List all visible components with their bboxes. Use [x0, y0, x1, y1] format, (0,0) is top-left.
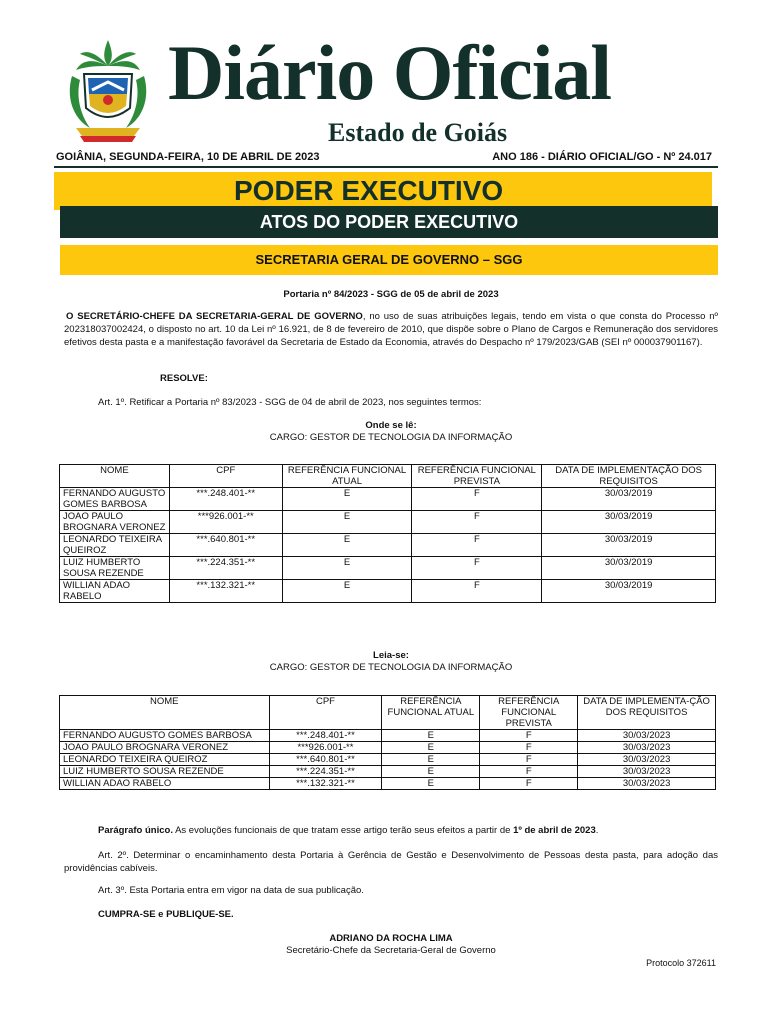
cell-cpf: ***926.001-**	[269, 742, 382, 754]
cell-ref-atual: E	[282, 488, 412, 511]
cell-ref-atual: E	[282, 580, 412, 603]
newspaper-title: Diário Oficial	[168, 29, 612, 116]
table-row	[60, 742, 716, 754]
col-header-nome: NOME	[60, 696, 270, 730]
table-row	[60, 488, 716, 511]
cell-ref-prevista: F	[480, 730, 578, 742]
atos-banner: ATOS DO PODER EXECUTIVO	[60, 206, 718, 238]
cell-cpf: ***.224.351-**	[169, 557, 282, 580]
protocolo-number: Protocolo 372611	[646, 958, 716, 968]
cell-nome: LUIZ HUMBERTO SOUSA REZENDE	[60, 557, 170, 580]
cell-nome: FERNANDO AUGUSTO GOMES BARBOSA	[60, 488, 170, 511]
article-2: Art. 2º. Determinar o encaminhamento desta Portaria à Gerência de Gestão e Desenvolvimento de Pessoas desta pasta, para adoção das providências cabíveis.	[64, 850, 718, 874]
cell-cpf: ***.640.801-**	[169, 534, 282, 557]
edition-line: ANO 186 - DIÁRIO OFICIAL/GO - Nº 24.017	[492, 151, 712, 163]
cell-cpf: ***.248.401-**	[169, 488, 282, 511]
col-header-ref-prevista: REFERÊNCIA FUNCIONAL PREVISTA	[480, 696, 578, 730]
cell-data: 30/03/2023	[578, 778, 716, 790]
cell-data: 30/03/2023	[578, 766, 716, 778]
col-header-cpf: CPF	[269, 696, 382, 730]
portaria-heading: Portaria nº 84/2023 - SGG de 05 de abril de 2023	[283, 289, 499, 300]
cell-ref-prevista: F	[480, 778, 578, 790]
cell-nome: WILLIAN ADAO RABELO	[60, 778, 270, 790]
table-row	[60, 557, 716, 580]
cell-ref-atual: E	[382, 730, 480, 742]
table-header-row	[60, 696, 716, 730]
intro-bold: O SECRETÁRIO-CHEFE DA SECRETARIA-GERAL DE GOVERNO	[66, 311, 363, 322]
intro-paragraph	[64, 310, 718, 349]
col-header-data: DATA DE IMPLEMENTAÇÃO DOS REQUISITOS	[542, 465, 716, 488]
cell-data: 30/03/2019	[542, 580, 716, 603]
cell-ref-atual: E	[382, 766, 480, 778]
cell-data: 30/03/2023	[578, 742, 716, 754]
poder-executivo-label: PODER EXECUTIVO	[234, 175, 504, 206]
cell-cpf: ***.248.401-**	[269, 730, 382, 742]
masthead-divider	[54, 166, 718, 168]
paragrafo-text: As evoluções funcionais de que tratam esse artigo terão seus efeitos a partir de	[172, 825, 514, 836]
cell-data: 30/03/2023	[578, 754, 716, 766]
state-coat-of-arms-icon	[62, 36, 154, 144]
paragrafo-end: .	[595, 825, 599, 836]
signer-title: Secretário-Chefe da Secretaria-Geral de Governo	[286, 945, 496, 956]
cell-data: 30/03/2023	[578, 730, 716, 742]
col-header-cpf: CPF	[169, 465, 282, 488]
table-row	[60, 730, 716, 742]
col-header-ref-atual: REFERÊNCIA FUNCIONAL ATUAL	[282, 465, 412, 488]
cell-ref-atual: E	[282, 511, 412, 534]
col-header-ref-atual: REFERÊNCIA FUNCIONAL ATUAL	[382, 696, 480, 730]
signer-name: ADRIANO DA ROCHA LIMA	[329, 933, 453, 944]
cell-ref-atual: E	[382, 778, 480, 790]
cell-nome: LEONARDO TEIXEIRA QUEIROZ	[60, 754, 270, 766]
cell-cpf: ***.224.351-**	[269, 766, 382, 778]
cargo-label-1: CARGO: GESTOR DE TECNOLOGIA DA INFORMAÇÃO	[269, 432, 513, 443]
cell-cpf: ***.132.321-**	[269, 778, 382, 790]
cell-data: 30/03/2019	[542, 534, 716, 557]
cargo-label-2: CARGO: GESTOR DE TECNOLOGIA DA INFORMAÇÃO	[269, 662, 513, 673]
col-header-ref-prevista: REFERÊNCIA FUNCIONAL PREVISTA	[412, 465, 542, 488]
resolve-label: RESOLVE:	[160, 373, 208, 384]
cell-ref-prevista: F	[412, 488, 542, 511]
table-row	[60, 766, 716, 778]
cell-cpf: ***.640.801-**	[269, 754, 382, 766]
cell-ref-prevista: F	[412, 557, 542, 580]
paragrafo-date: 1º de abril de 2023	[513, 825, 596, 836]
poder-executivo-banner	[54, 172, 712, 210]
cell-ref-prevista: F	[480, 766, 578, 778]
table-row	[60, 778, 716, 790]
cell-ref-atual: E	[282, 534, 412, 557]
table-row	[60, 580, 716, 603]
paragrafo-label: Parágrafo único.	[98, 825, 173, 836]
cell-ref-prevista: F	[412, 580, 542, 603]
cell-nome: WILLIAN ADAO RABELO	[60, 580, 170, 603]
cell-data: 30/03/2019	[542, 557, 716, 580]
table-header-row	[60, 465, 716, 488]
cell-ref-atual: E	[382, 754, 480, 766]
cell-nome: JOAO PAULO BROGNARA VERONEZ	[60, 511, 170, 534]
leia-se-label: Leia-se:	[373, 650, 409, 661]
cell-ref-prevista: F	[412, 511, 542, 534]
cell-cpf: ***.132.321-**	[169, 580, 282, 603]
cell-ref-atual: E	[382, 742, 480, 754]
cell-nome: FERNANDO AUGUSTO GOMES BARBOSA	[60, 730, 270, 742]
table-row	[60, 754, 716, 766]
col-header-nome: NOME	[60, 465, 170, 488]
article-1: Art. 1º. Retificar a Portaria nº 83/2023 - SGG de 04 de abril de 2023, nos seguintes termos:	[98, 397, 482, 408]
table-leia-se	[59, 695, 716, 790]
article-3: Art. 3º. Esta Portaria entra em vigor na data de sua publicação.	[98, 885, 364, 896]
newspaper-subtitle: Estado de Goiás	[328, 118, 508, 147]
cell-ref-prevista: F	[480, 742, 578, 754]
paragrafo-unico	[64, 824, 718, 837]
secretaria-banner: SECRETARIA GERAL DE GOVERNO – SGG	[60, 245, 718, 275]
cell-nome: JOAO PAULO BROGNARA VERONEZ	[60, 742, 270, 754]
cell-ref-prevista: F	[480, 754, 578, 766]
date-line: GOIÂNIA, SEGUNDA-FEIRA, 10 DE ABRIL DE 2023	[56, 151, 320, 163]
col-header-data: DATA DE IMPLEMENTA-ÇÃO DOS REQUISITOS	[578, 696, 716, 730]
cell-data: 30/03/2019	[542, 488, 716, 511]
intro-rest: , no uso de suas atribuições legais, tendo em vista o que consta do Processo nº 202318037002424, o disposto no art. 10 da Lei nº 16.921, de 8 de fevereiro de 2010, que dispõe sobre o Plano de Cargos e Remuneração dos servidores efetivos desta pasta e a manifestação favorável da Secretaria de Estado da Economia, através do Despacho nº 179/2023/GAB (SEI nº 000037901167).	[64, 311, 718, 348]
cell-ref-atual: E	[282, 557, 412, 580]
cell-nome: LEONARDO TEIXEIRA QUEIROZ	[60, 534, 170, 557]
onde-se-le-label: Onde se lê:	[365, 420, 417, 431]
cell-cpf: ***926.001-**	[169, 511, 282, 534]
table-onde-se-le	[59, 464, 716, 603]
cumpra-se: CUMPRA-SE e PUBLIQUE-SE.	[98, 909, 234, 920]
table-row	[60, 534, 716, 557]
cell-ref-prevista: F	[412, 534, 542, 557]
cell-nome: LUIZ HUMBERTO SOUSA REZENDE	[60, 766, 270, 778]
cell-data: 30/03/2019	[542, 511, 716, 534]
table-row	[60, 511, 716, 534]
